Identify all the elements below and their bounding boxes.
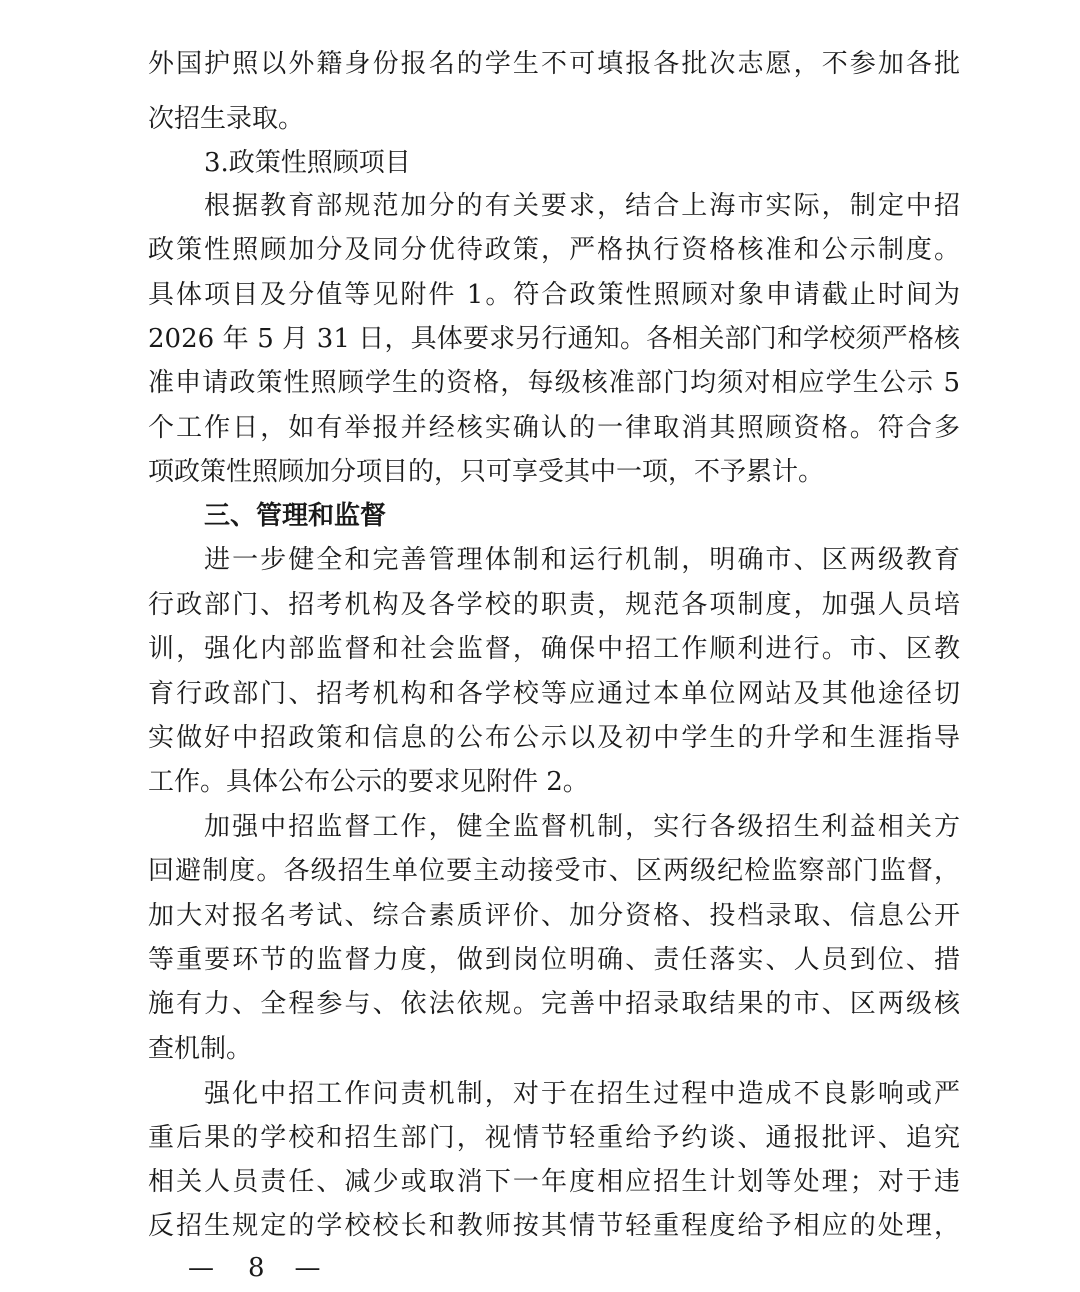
body-line: 等重要环节的监督力度，做到岗位明确、责任落实、人员到位、措 xyxy=(148,945,960,975)
section-heading: 三、管理和监督 xyxy=(204,501,387,531)
body-line: 施有力、全程参与、依法依规。完善中招录取结果的市、区两级核 xyxy=(148,989,960,1019)
body-line: 相关人员责任、减少或取消下一年度相应招生计划等处理；对于违 xyxy=(148,1167,960,1197)
paragraph-first-line: 加强中招监督工作，健全监督机制，实行各级招生利益相关方 xyxy=(204,812,960,842)
paragraph-first-line: 根据教育部规范加分的有关要求，结合上海市实际，制定中招 xyxy=(204,191,960,221)
paragraph-first-line: 进一步健全和完善管理体制和运行机制，明确市、区两级教育 xyxy=(204,545,960,575)
body-line: 查机制。 xyxy=(148,1034,253,1064)
body-line: 反招生规定的学校校长和教师按其情节轻重程度给予相应的处理， xyxy=(148,1211,960,1241)
body-line: 育行政部门、招考机构和各学校等应通过本单位网站及其他途径切 xyxy=(148,679,960,709)
section-subheading: 3.政策性照顾项目 xyxy=(204,148,411,178)
body-line: 训，强化内部监督和社会监督，确保中招工作顺利进行。市、区教 xyxy=(148,634,960,664)
body-line: 行政部门、招考机构及各学校的职责，规范各项制度，加强人员培 xyxy=(148,590,960,620)
footer-dash-left: — xyxy=(188,1253,214,1283)
page-number: 8 xyxy=(247,1253,265,1283)
body-line: 准申请政策性照顾学生的资格，每级核准部门均须对相应学生公示 5 xyxy=(148,368,960,398)
body-line: 重后果的学校和招生部门，视情节轻重给予约谈、通报批评、追究 xyxy=(148,1123,960,1153)
body-line: 政策性照顾加分及同分优待政策，严格执行资格核准和公示制度。 xyxy=(148,235,960,265)
page-footer xyxy=(188,1250,325,1286)
body-line: 2026 年 5 月 31 日，具体要求另行通知。各相关部门和学校须严格核 xyxy=(148,324,960,354)
body-line: 个工作日，如有举报并经核实确认的一律取消其照顾资格。符合多 xyxy=(148,413,960,443)
body-line: 外国护照以外籍身份报名的学生不可填报各批次志愿，不参加各批 xyxy=(148,49,960,79)
body-line: 工作。具体公布公示的要求见附件 2。 xyxy=(148,767,589,797)
body-line: 加大对报名考试、综合素质评价、加分资格、投档录取、信息公开 xyxy=(148,901,960,931)
body-line: 回避制度。各级招生单位要主动接受市、区两级纪检监察部门监督， xyxy=(148,856,960,886)
paragraph-first-line: 强化中招工作问责机制，对于在招生过程中造成不良影响或严 xyxy=(204,1079,960,1109)
body-line: 具体项目及分值等见附件 1。符合政策性照顾对象申请截止时间为 xyxy=(148,280,960,310)
body-line: 项政策性照顾加分项目的，只可享受其中一项，不予累计。 xyxy=(148,457,825,487)
footer-dash-right: — xyxy=(294,1253,321,1283)
body-line: 次招生录取。 xyxy=(148,104,305,134)
body-line: 实做好中招政策和信息的公布公示以及初中学生的升学和生涯指导 xyxy=(148,723,960,753)
